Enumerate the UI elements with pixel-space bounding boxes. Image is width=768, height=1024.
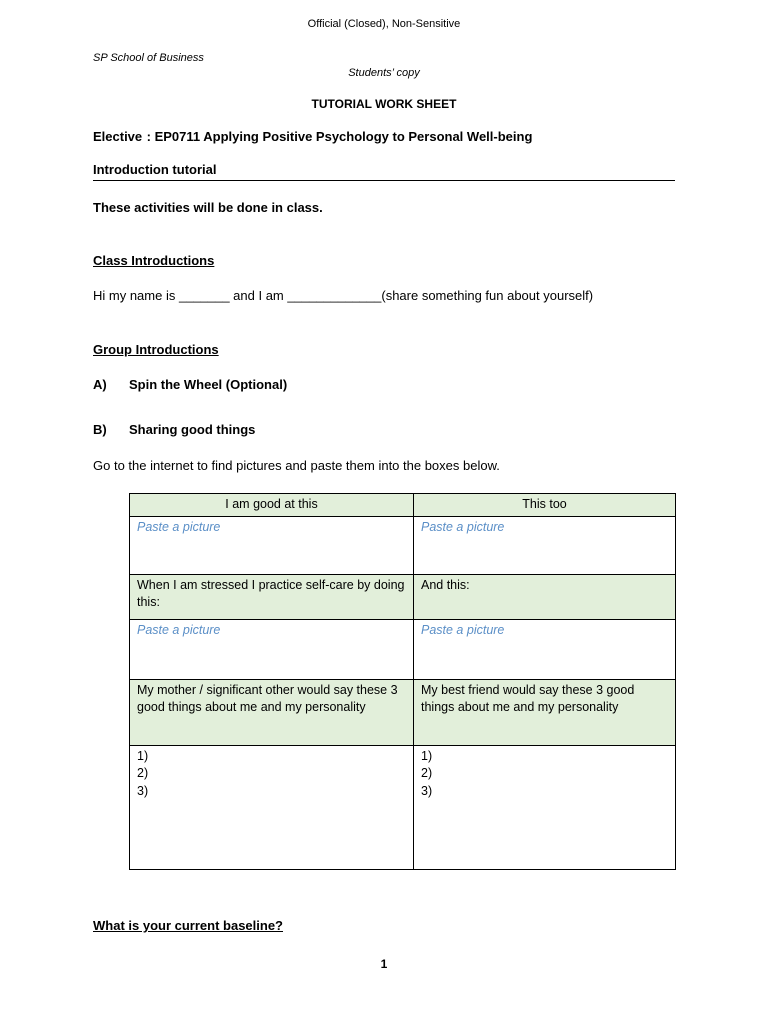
column-header-good-at: I am good at this bbox=[130, 494, 414, 517]
copy-type: Students’ copy bbox=[348, 67, 420, 79]
page-number: 1 bbox=[380, 957, 388, 971]
good-things-list-cell[interactable] bbox=[130, 745, 414, 869]
list-marker: 2) bbox=[137, 766, 149, 780]
stress-prompt-cell: When I am stressed I practice self-care by doing this: bbox=[130, 574, 414, 619]
picture-cell[interactable] bbox=[130, 619, 414, 679]
list-marker: 3) bbox=[137, 783, 149, 798]
class-intro-heading: Class Introductions bbox=[93, 253, 215, 268]
good-things-table bbox=[129, 493, 676, 870]
table-row bbox=[130, 574, 676, 619]
table-row bbox=[130, 619, 676, 679]
group-item-text: Spin the Wheel (Optional) bbox=[129, 377, 288, 392]
elective-value: : EP0711 Applying Positive Psychology to Personal Well-being bbox=[146, 129, 533, 144]
intro-heading: Introduction tutorial bbox=[93, 162, 675, 181]
table-instruction: Go to the internet to find pictures and paste them into the boxes below. bbox=[93, 458, 500, 473]
picture-cell[interactable] bbox=[130, 516, 414, 574]
group-item-marker: B) bbox=[93, 422, 107, 437]
say-prompt-cell: My mother / significant other would say these 3 good things about me and my personality bbox=[130, 679, 414, 745]
list-marker: 2) bbox=[421, 766, 433, 780]
class-intro-sentence: Hi my name is _______ and I am _____________(share something fun about yourself) bbox=[93, 288, 594, 303]
list-marker: 1) bbox=[421, 748, 433, 763]
picture-cell[interactable] bbox=[414, 516, 676, 574]
group-item-marker: A) bbox=[93, 377, 107, 392]
picture-cell[interactable] bbox=[414, 619, 676, 679]
say-prompt-cell: My best friend would say these 3 good things about me and my personality bbox=[414, 679, 676, 745]
group-item-a bbox=[93, 377, 287, 392]
activities-note: These activities will be done in class. bbox=[93, 200, 323, 215]
group-intro-heading: Group Introductions bbox=[93, 342, 219, 357]
picture-placeholder: Paste a picture bbox=[421, 622, 505, 637]
column-header-this-too: This too bbox=[414, 494, 676, 517]
table-row bbox=[130, 679, 676, 745]
stress-prompt-cell: And this: bbox=[414, 574, 676, 619]
school-name: SP School of Business bbox=[93, 52, 204, 64]
classification-label: Official (Closed), Non-Sensitive bbox=[307, 18, 461, 30]
list-marker: 3) bbox=[421, 783, 433, 798]
picture-placeholder: Paste a picture bbox=[421, 519, 505, 534]
group-item-b bbox=[93, 422, 255, 437]
elective-line bbox=[93, 129, 532, 144]
table-row bbox=[130, 516, 676, 574]
baseline-heading: What is your current baseline? bbox=[93, 918, 283, 933]
elective-label: Elective bbox=[93, 129, 143, 144]
table-header-row bbox=[130, 494, 676, 517]
list-marker: 1) bbox=[137, 748, 149, 763]
good-things-list-cell[interactable] bbox=[414, 745, 676, 869]
table-row bbox=[130, 745, 676, 869]
picture-placeholder: Paste a picture bbox=[137, 622, 221, 637]
worksheet-title: TUTORIAL WORK SHEET bbox=[311, 97, 457, 111]
group-item-text: Sharing good things bbox=[129, 422, 256, 437]
picture-placeholder: Paste a picture bbox=[137, 519, 221, 534]
